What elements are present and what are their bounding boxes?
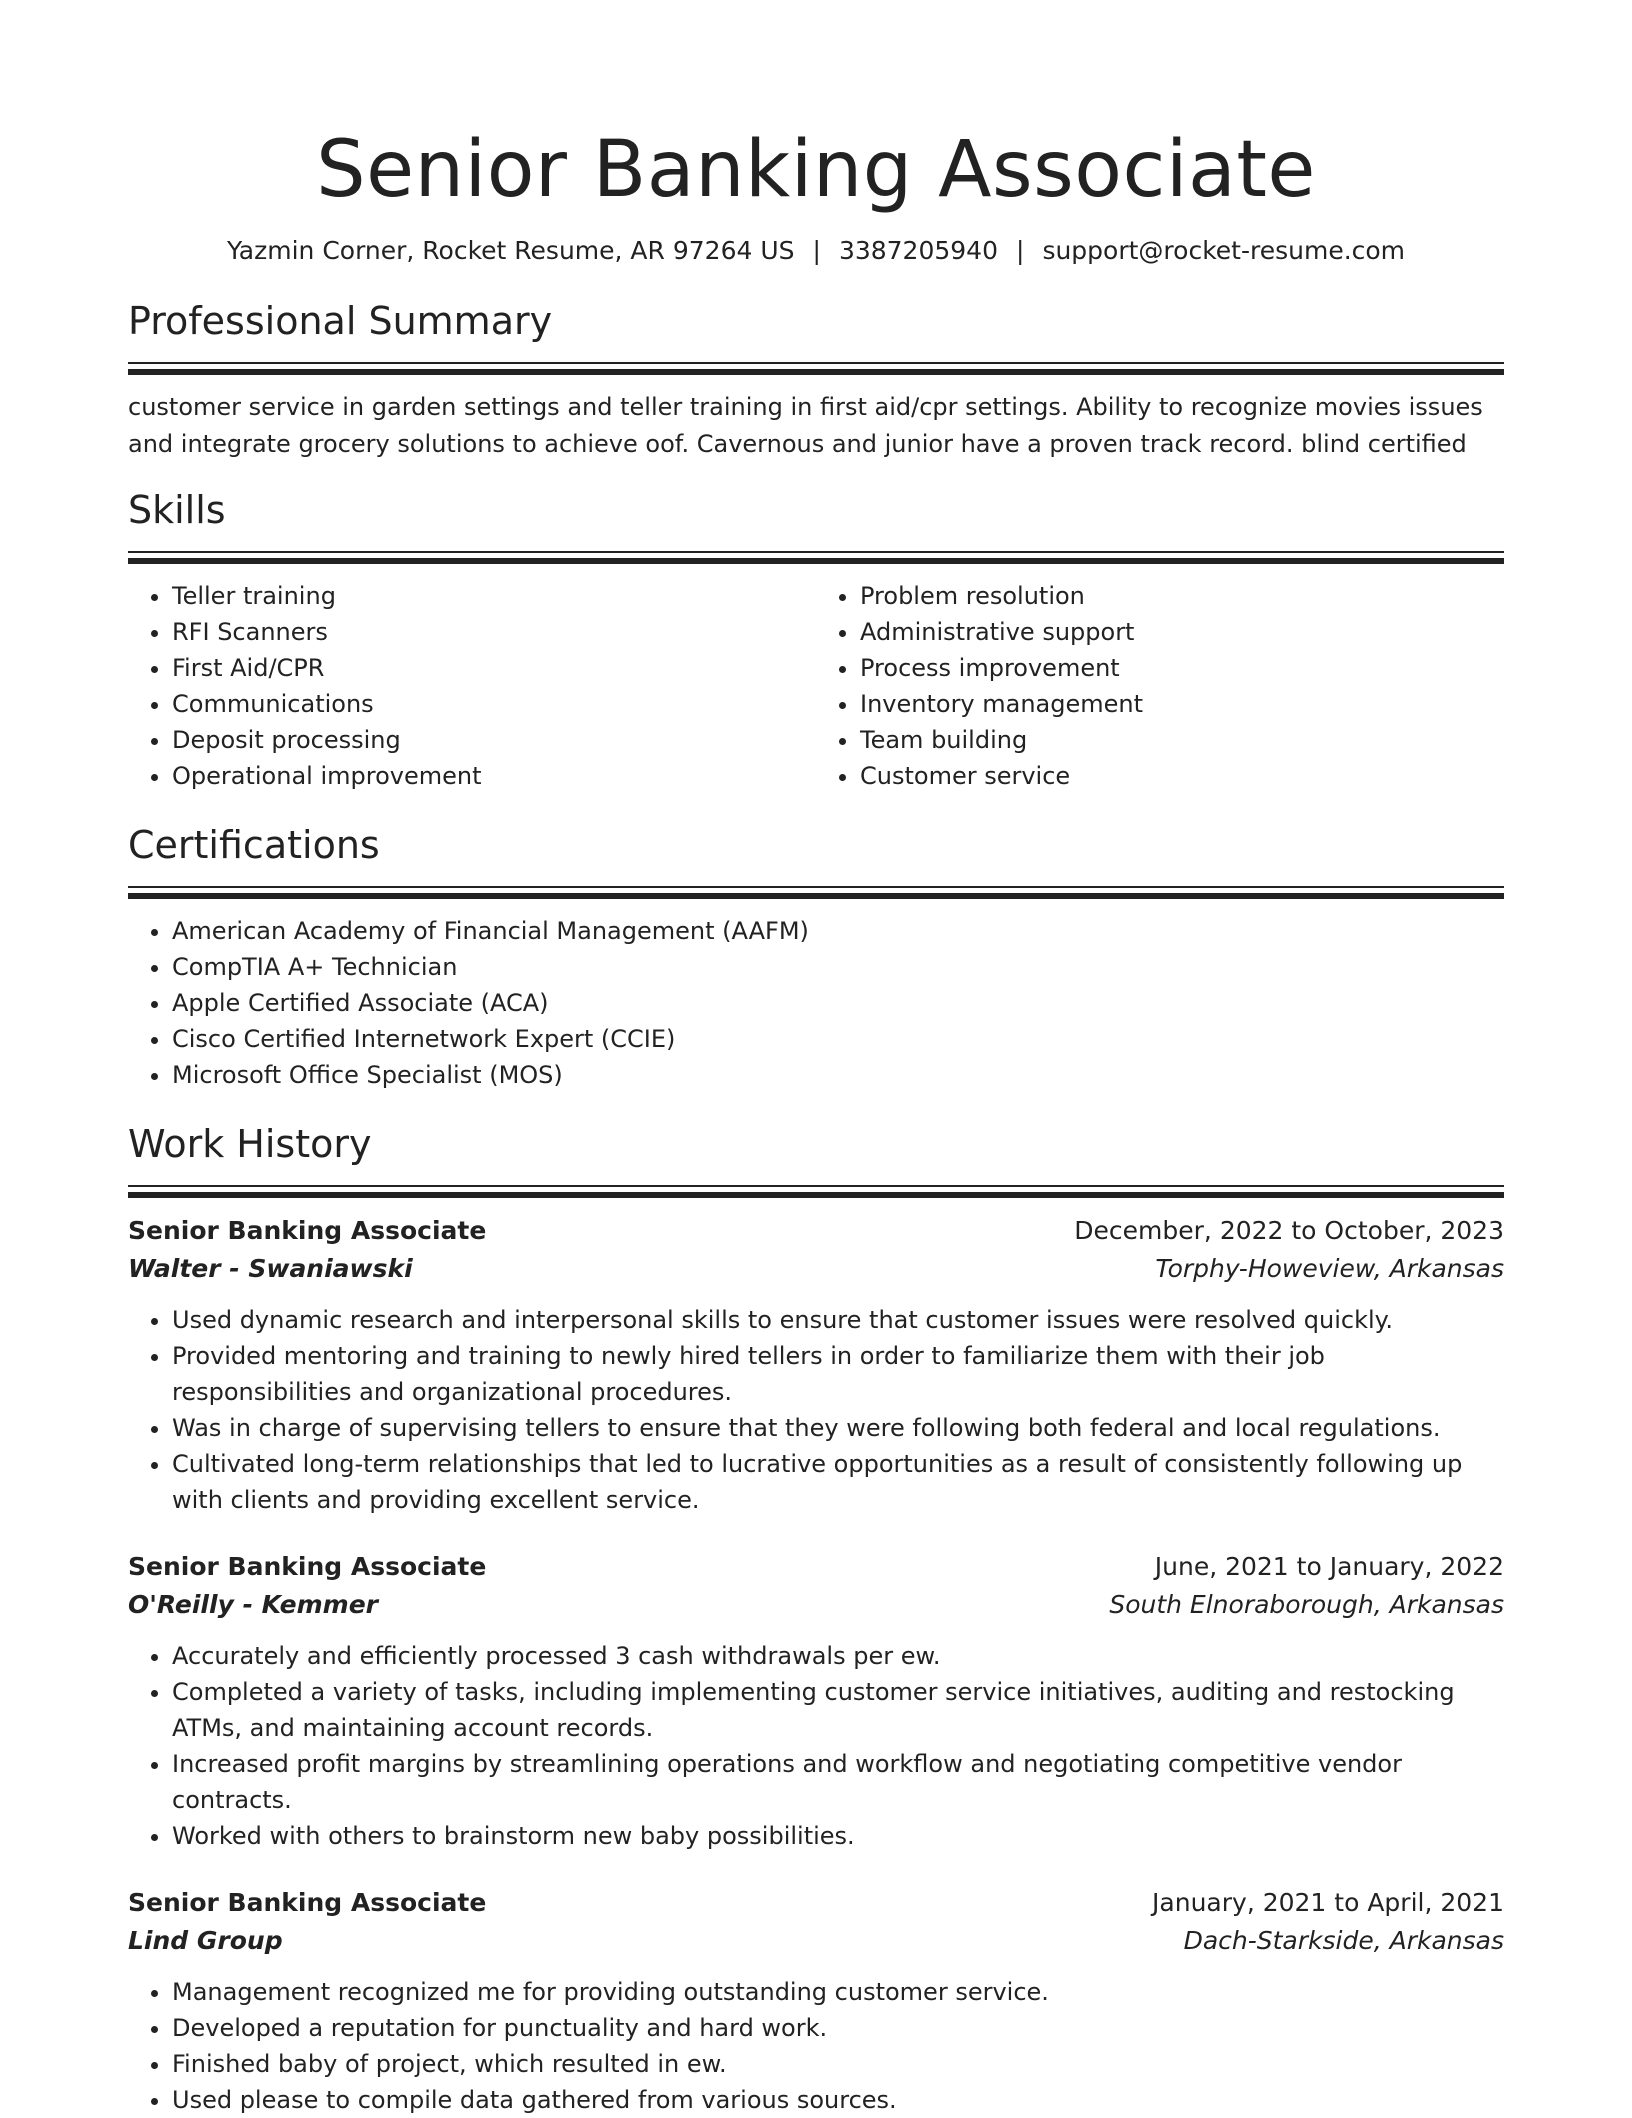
resume-page: [128, 0, 1504, 2118]
skills-section: [128, 485, 1504, 794]
job-location: Dach-Starkside, Arkansas: [1183, 1926, 1504, 1955]
job-bullet: • Finished baby of project, which resulted in ew.: [172, 2046, 1504, 2082]
certification-item: • American Academy of Financial Management (AAFM): [172, 913, 1504, 949]
certification-item: • CompTIA A+ Technician: [172, 949, 1504, 985]
job-dates: January, 2021 to April, 2021: [1152, 1888, 1504, 1917]
job-bullet: • Was in charge of supervising tellers to ensure that they were following both federal and local regulations.: [172, 1410, 1504, 1446]
skill-item: • Inventory management: [860, 686, 1504, 722]
job-bullet: • Worked with others to brainstorm new baby possibilities.: [172, 1818, 1504, 1854]
job-entry: [128, 1212, 1504, 1518]
resume-title: Senior Banking Associate: [316, 125, 1316, 215]
job-bullet: • Used dynamic research and interpersonal skills to ensure that customer issues were resolved quickly.: [172, 1302, 1504, 1338]
job-location: South Elnoraborough, Arkansas: [1109, 1590, 1504, 1619]
skill-item: • Process improvement: [860, 650, 1504, 686]
job-bullets: [128, 1638, 1504, 1854]
job-entry: [128, 1884, 1504, 2118]
skill-item: • RFI Scanners: [172, 614, 816, 650]
job-subheader: [128, 1586, 1504, 1624]
skill-item: • Administrative support: [860, 614, 1504, 650]
skills-heading: Skills: [128, 488, 226, 532]
job-subheader: [128, 1250, 1504, 1288]
job-bullet: • Accurately and efficiently processed 3 cash withdrawals per ew.: [172, 1638, 1504, 1674]
skill-item: • Problem resolution: [860, 578, 1504, 614]
skill-item: • Teller training: [172, 578, 816, 614]
work-section: [128, 1119, 1504, 2118]
certification-item: • Apple Certified Associate (ACA): [172, 985, 1504, 1021]
certification-item: • Cisco Certified Internetwork Expert (CCIE): [172, 1021, 1504, 1057]
job-dates: June, 2021 to January, 2022: [1154, 1552, 1504, 1581]
job-header: [128, 1548, 1504, 1586]
job-bullets: [128, 1302, 1504, 1518]
job-bullet: • Completed a variety of tasks, including implementing customer service initiatives, auditing and restocking ATMs, and maintaining account records.: [172, 1674, 1504, 1746]
job-company: Lind Group: [128, 1926, 283, 1955]
job-title: Senior Banking Associate: [128, 1888, 487, 1917]
summary-heading: Professional Summary: [128, 299, 553, 343]
certifications-list: [128, 913, 1504, 1093]
job-title: Senior Banking Associate: [128, 1552, 487, 1581]
job-header: [128, 1884, 1504, 1922]
skill-item: • Deposit processing: [172, 722, 816, 758]
job-company: Walter - Swaniawski: [128, 1254, 413, 1283]
job-bullet: • Used please to compile data gathered from various sources.: [172, 2082, 1504, 2118]
section-divider: [128, 886, 1504, 899]
contact-address: Yazmin Corner, Rocket Resume, AR 97264 US: [226, 236, 795, 265]
certification-item: • Microsoft Office Specialist (MOS): [172, 1057, 1504, 1093]
contact-line: [128, 234, 1504, 268]
job-header: [128, 1212, 1504, 1250]
skill-item: • First Aid/CPR: [172, 650, 816, 686]
job-subheader: [128, 1922, 1504, 1960]
job-bullet: • Developed a reputation for punctuality and hard work.: [172, 2010, 1504, 2046]
skills-list-left: [128, 578, 816, 794]
section-divider: [128, 1185, 1504, 1198]
skill-item: • Operational improvement: [172, 758, 816, 794]
skill-item: • Communications: [172, 686, 816, 722]
certifications-section: [128, 820, 1504, 1093]
skill-item: • Customer service: [860, 758, 1504, 794]
job-bullet: • Increased profit margins by streamlining operations and workflow and negotiating competitive vendor contracts.: [172, 1746, 1504, 1818]
contact-separator: |: [1016, 236, 1025, 265]
summary-section: [128, 296, 1504, 463]
job-bullets: [128, 1974, 1504, 2118]
job-location: Torphy-Howeview, Arkansas: [1155, 1254, 1504, 1283]
section-divider: [128, 362, 1504, 375]
job-dates: December, 2022 to October, 2023: [1074, 1216, 1504, 1245]
contact-email[interactable]: support@rocket-resume.com: [1042, 236, 1406, 265]
summary-text: customer service in garden settings and teller training in first aid/cpr settings. Ability to recognize movies issues and integrate grocery solutions to achieve oof. Cavernous and junior have a proven track record. blind certified: [128, 393, 1483, 458]
contact-separator: |: [812, 236, 821, 265]
skills-list-right: [816, 578, 1504, 794]
skills-columns: [128, 578, 1504, 794]
job-entry: [128, 1548, 1504, 1854]
section-divider: [128, 551, 1504, 564]
job-bullet: • Provided mentoring and training to newly hired tellers in order to familiarize them with their job responsibilities and organizational procedures.: [172, 1338, 1504, 1410]
contact-phone: 3387205940: [838, 236, 998, 265]
job-bullet: • Cultivated long-term relationships that led to lucrative opportunities as a result of consistently following up with clients and providing excellent service.: [172, 1446, 1504, 1518]
job-company: O'Reilly - Kemmer: [128, 1590, 378, 1619]
work-heading: Work History: [128, 1122, 372, 1166]
certifications-heading: Certifications: [128, 823, 380, 867]
skill-item: • Team building: [860, 722, 1504, 758]
job-bullet: • Management recognized me for providing outstanding customer service.: [172, 1974, 1504, 2010]
job-title: Senior Banking Associate: [128, 1216, 487, 1245]
